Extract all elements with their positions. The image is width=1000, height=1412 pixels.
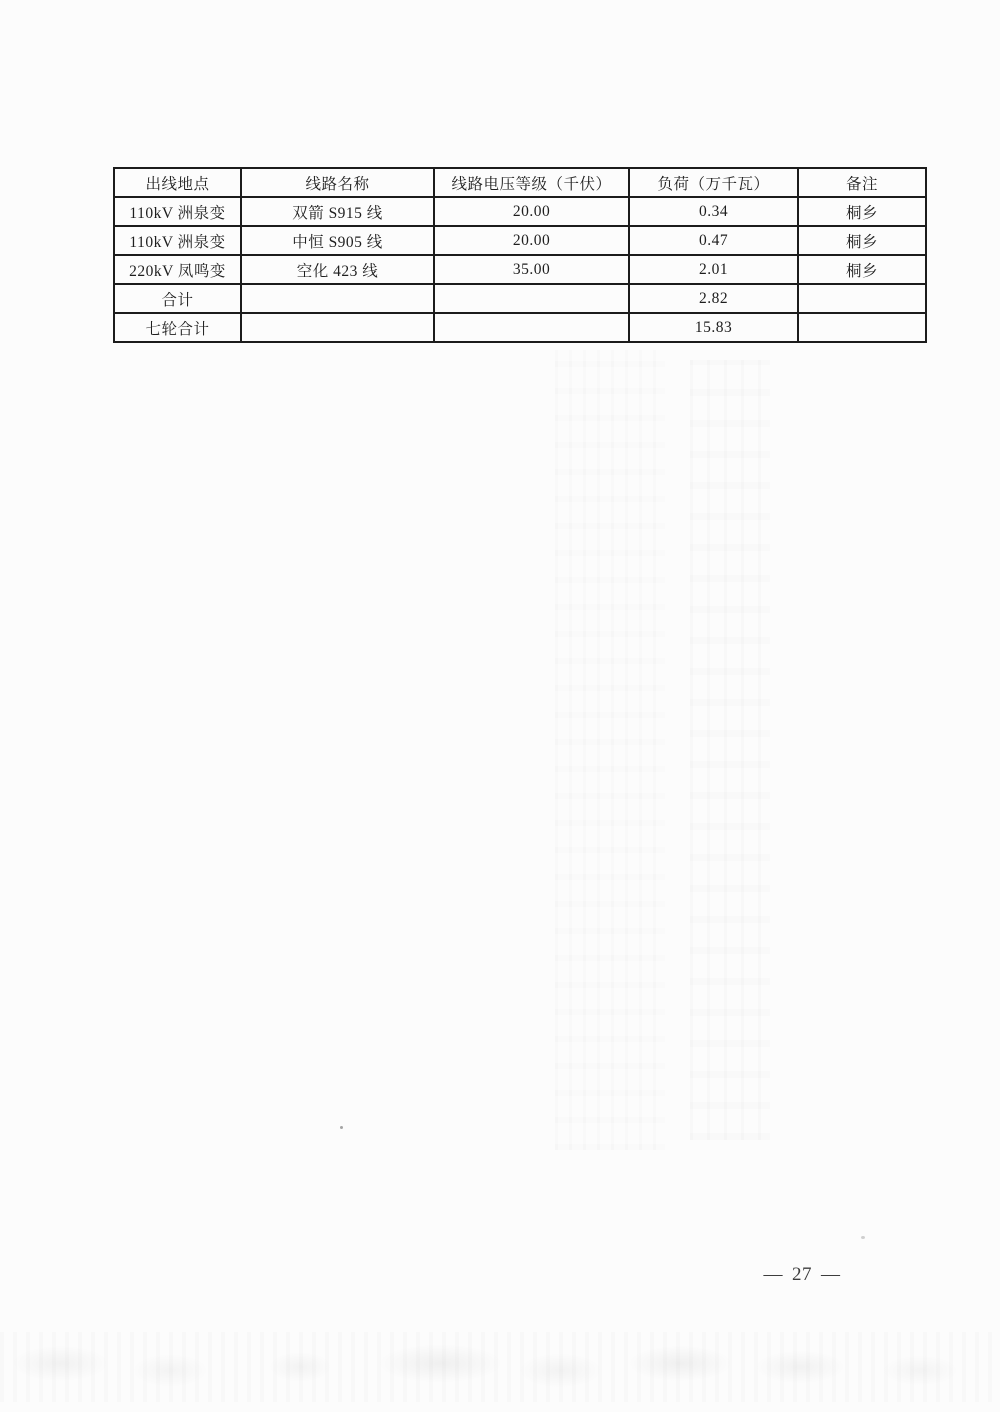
table-cell xyxy=(434,313,629,342)
scan-smudge-band xyxy=(0,1332,1000,1402)
table-cell: 0.47 xyxy=(629,226,798,255)
table-row xyxy=(114,255,926,284)
page-number-value: 27 xyxy=(792,1264,812,1285)
scan-speck xyxy=(861,1236,865,1239)
table-cell xyxy=(798,313,926,342)
table-row-grand-total xyxy=(114,313,926,342)
table-cell: 2.01 xyxy=(629,255,798,284)
table-cell: 七轮合计 xyxy=(114,313,241,342)
column-header-voltage: 线路电压等级（千伏） xyxy=(434,168,629,197)
table-header-row xyxy=(114,168,926,197)
table-cell: 双箭 S915 线 xyxy=(241,197,434,226)
page-number-right-dash: — xyxy=(821,1264,841,1285)
scan-noise-band xyxy=(690,360,770,1140)
column-header-location: 出线地点 xyxy=(114,168,241,197)
table-cell: 2.82 xyxy=(629,284,798,313)
table-cell xyxy=(241,313,434,342)
power-line-table xyxy=(113,167,927,343)
table-cell: 空化 423 线 xyxy=(241,255,434,284)
table-cell: 合计 xyxy=(114,284,241,313)
table-cell: 桐乡 xyxy=(798,197,926,226)
table-cell: 桐乡 xyxy=(798,226,926,255)
table-cell: 15.83 xyxy=(629,313,798,342)
page-number-left-dash: — xyxy=(763,1264,783,1285)
table-row-subtotal xyxy=(114,284,926,313)
table-cell xyxy=(798,284,926,313)
table-cell: 110kV 洲泉变 xyxy=(114,226,241,255)
page-number xyxy=(748,1264,856,1286)
table-cell: 0.34 xyxy=(629,197,798,226)
table-cell: 桐乡 xyxy=(798,255,926,284)
table-cell: 220kV 凤鸣变 xyxy=(114,255,241,284)
table-row xyxy=(114,226,926,255)
column-header-remarks: 备注 xyxy=(798,168,926,197)
scan-noise-band xyxy=(555,350,665,1150)
table-cell: 20.00 xyxy=(434,226,629,255)
table-row xyxy=(114,197,926,226)
table-cell: 中恒 S905 线 xyxy=(241,226,434,255)
table-cell: 20.00 xyxy=(434,197,629,226)
column-header-load: 负荷（万千瓦） xyxy=(629,168,798,197)
column-header-line-name: 线路名称 xyxy=(241,168,434,197)
table-cell xyxy=(434,284,629,313)
table-cell: 110kV 洲泉变 xyxy=(114,197,241,226)
table-cell: 35.00 xyxy=(434,255,629,284)
table-cell xyxy=(241,284,434,313)
scan-speck xyxy=(340,1126,343,1129)
